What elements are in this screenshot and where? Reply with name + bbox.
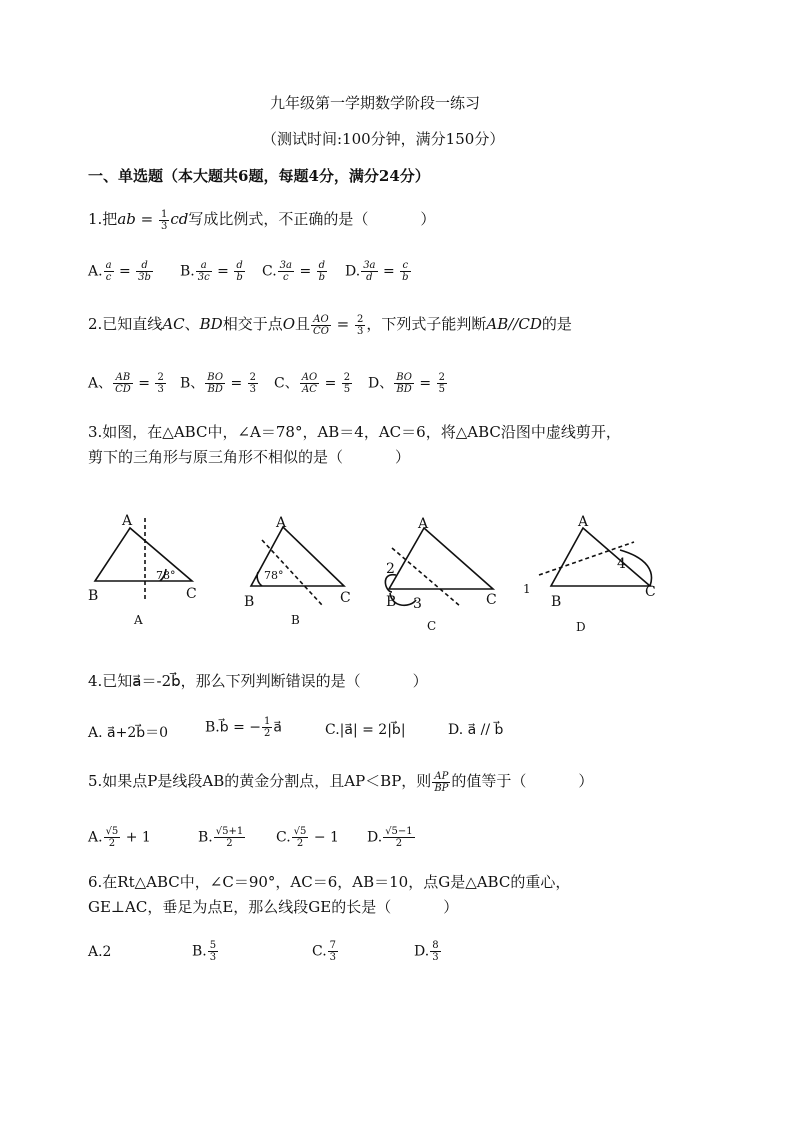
q5-option-b bbox=[198, 826, 246, 849]
q2-c-label: C、 bbox=[274, 375, 299, 392]
q2-end: 的是 bbox=[541, 315, 572, 333]
question-2 bbox=[88, 313, 572, 337]
q4-option-d: D. a⃗ // b⃗ bbox=[448, 722, 504, 738]
q1-expr-left: ab bbox=[117, 210, 136, 228]
q2-a-rn: 2 bbox=[157, 372, 164, 383]
q2-b-rn: 2 bbox=[249, 372, 257, 383]
page-title: 九年级第一学期数学阶段一练习 bbox=[270, 94, 481, 112]
q6-option-c bbox=[312, 940, 339, 963]
q2-option-b: B、 $\frac{BO}{BD}$ = $\frac{2}{3}$ bbox=[180, 372, 257, 395]
q6-b-num: 5 bbox=[209, 940, 217, 951]
fig-b-vertex-b: B bbox=[244, 594, 255, 610]
fig-a-vertex-a: A bbox=[122, 513, 133, 529]
q1-option-a: A. $\frac{a}{c}$ = $\frac{d}{3b}$ bbox=[88, 260, 151, 283]
q6-d-num: 8 bbox=[432, 940, 439, 951]
fig-b-caption: B bbox=[291, 613, 300, 627]
q2-c-ln: AO bbox=[301, 372, 318, 383]
q2-d-ln: BO bbox=[396, 372, 412, 383]
q1-close: ） bbox=[420, 210, 436, 228]
q5-frac-den: BP bbox=[434, 782, 449, 794]
q6-d-label: D. bbox=[414, 943, 430, 960]
q2-eq: = bbox=[331, 315, 355, 333]
q1-c-left bbox=[278, 260, 294, 283]
q5-option-a bbox=[88, 826, 151, 849]
q2-a-ld: CD bbox=[115, 384, 131, 395]
q6-d-den: 3 bbox=[432, 952, 439, 963]
q5-a-frac bbox=[104, 826, 121, 849]
q1-d-label: D. bbox=[345, 263, 361, 280]
q6-close: ） bbox=[443, 898, 459, 916]
q1-expr-right: cd bbox=[170, 210, 189, 228]
q1-c-rn: d bbox=[318, 260, 326, 271]
q5-frac bbox=[432, 771, 450, 794]
q1-a-rd: 3b bbox=[138, 272, 151, 283]
q2-d-right bbox=[437, 372, 447, 395]
q1-suffix: 写成比例式，不正确的是（ bbox=[188, 210, 369, 228]
q4-option-c: C.|a⃗| = 2|b⃗| bbox=[325, 722, 406, 738]
q2-and: 且 bbox=[295, 315, 311, 333]
q5-c-num: √5 bbox=[293, 826, 307, 837]
question-6-line1: 6.在Rt△ABC中，∠C＝90°，AC＝6，AB＝10，点G是△ABC的重心， bbox=[88, 873, 571, 891]
question-5 bbox=[88, 770, 593, 794]
fig-d-vertex-c: C bbox=[645, 584, 656, 600]
q5-b-num: √5+1 bbox=[215, 826, 244, 837]
q5-a-label: A. bbox=[88, 829, 103, 846]
q2-d-label: D、 bbox=[368, 375, 394, 392]
q2-c-left bbox=[300, 372, 319, 395]
q1-d-left bbox=[361, 260, 377, 283]
q1-b-label: B. bbox=[180, 263, 195, 280]
q2-a-ln: AB bbox=[113, 372, 133, 384]
q2-a-rd: 3 bbox=[157, 384, 164, 395]
q5-option-d bbox=[367, 826, 416, 849]
fig-a-vertex-b: B bbox=[88, 588, 99, 604]
q1-c-right bbox=[317, 260, 327, 283]
q1-frac-den: 3 bbox=[160, 220, 168, 232]
q2-b-ld: BD bbox=[207, 384, 223, 395]
fig-c-vertex-a: A bbox=[418, 516, 429, 532]
q1-d-right bbox=[400, 260, 410, 283]
q2-bd: BD bbox=[199, 315, 223, 333]
q6-line2-text: GE⊥AC，垂足为点E，那么线段GE的长是（ bbox=[88, 898, 392, 916]
q6-option-d bbox=[414, 940, 442, 963]
fig-c-label-2: 2 bbox=[386, 561, 395, 577]
q2-d-ld: BD bbox=[396, 384, 412, 395]
q2-value bbox=[355, 314, 365, 337]
q2-val-den: 3 bbox=[357, 325, 364, 337]
q4-b-num: 1 bbox=[264, 716, 271, 727]
q6-b-den: 3 bbox=[209, 952, 217, 963]
q5-c-label: C. bbox=[276, 829, 291, 846]
q1-c-label: C. bbox=[262, 263, 277, 280]
fig-b-angle: 78° bbox=[264, 569, 284, 582]
q5-d-label: D. bbox=[367, 829, 383, 846]
fig-c-label-3: 3 bbox=[413, 596, 422, 612]
q1-option-b: B. $\frac{a}{3c}$ = $\frac{d}{b}$ bbox=[180, 260, 243, 283]
q4-b-post: a⃗ bbox=[273, 719, 282, 736]
q2-c-rn: 2 bbox=[343, 372, 351, 383]
q5-a-num: √5 bbox=[105, 826, 119, 837]
q1-b-ln: a bbox=[196, 260, 212, 272]
fig-d-triangle bbox=[551, 528, 650, 586]
fig-d-caption: D bbox=[576, 620, 586, 634]
q6-c-num: 7 bbox=[329, 940, 337, 951]
q5-b-frac bbox=[214, 826, 245, 849]
q2-abcd: AB//CD bbox=[486, 315, 542, 333]
q2-frac bbox=[311, 314, 331, 337]
q3-figures bbox=[0, 500, 794, 650]
q4-option-b bbox=[205, 716, 282, 739]
q1-b-ld: 3c bbox=[197, 272, 210, 283]
q6-b-label: B. bbox=[192, 943, 207, 960]
q1-a-rn: d bbox=[136, 260, 153, 272]
q3-close: ） bbox=[395, 448, 411, 466]
fig-c-vertex-c: C bbox=[486, 592, 497, 608]
fig-d-vertex-b: B bbox=[551, 594, 562, 610]
q1-b-right bbox=[234, 260, 244, 283]
fig-a-vertex-c: C bbox=[186, 586, 197, 602]
q2-c-right bbox=[342, 372, 352, 395]
q2-mid: 相交于点 bbox=[222, 315, 283, 333]
q2-d-rn: 2 bbox=[438, 372, 445, 383]
q6-c-frac bbox=[328, 940, 338, 963]
q5-option-c bbox=[276, 826, 339, 849]
q1-option-c: C. $\frac{3a}{c}$ = $\frac{d}{b}$ bbox=[262, 260, 326, 283]
q1-eq: = bbox=[135, 210, 158, 228]
q4-close: ） bbox=[412, 672, 428, 690]
fig-c-cut-line bbox=[392, 548, 460, 606]
q1-option-d: D. $\frac{3a}{d}$ = $\frac{c}{b}$ bbox=[345, 260, 409, 283]
q6-d-frac bbox=[430, 940, 440, 963]
fig-d-label-1: 1 bbox=[523, 582, 531, 596]
q6-c-label: C. bbox=[312, 943, 327, 960]
q1-d-ln: 3a bbox=[363, 260, 376, 271]
q2-val-num: 2 bbox=[357, 313, 364, 325]
q1-c-ld: c bbox=[283, 272, 289, 283]
q1-d-ld: d bbox=[366, 272, 373, 283]
q2-b-ln: BO bbox=[207, 372, 224, 383]
q2-d-rd: 5 bbox=[438, 384, 445, 395]
question-3-line1: 3.如图，在△ABC中，∠A＝78°，AB＝4，AC＝6，将△ABC沿图中虚线剪开， bbox=[88, 423, 621, 441]
question-3-line2 bbox=[88, 446, 410, 467]
q6-b-frac bbox=[208, 940, 218, 963]
q1-prefix: 1.把 bbox=[88, 210, 118, 228]
q5-text: 5.如果点P是线段AB的黄金分割点，且AP＜BP，则 bbox=[88, 772, 432, 790]
q2-b-rd: 3 bbox=[249, 384, 257, 395]
fig-c-vertex-b: B bbox=[386, 594, 397, 610]
q1-a-label: A. bbox=[88, 263, 103, 280]
q5-d-den: 2 bbox=[395, 838, 403, 849]
q4-b-pre: B.b⃗ = − bbox=[205, 719, 261, 736]
q5-c-post: − 1 bbox=[309, 829, 339, 846]
q1-d-rn: c bbox=[400, 260, 410, 272]
q1-b-rn: d bbox=[236, 260, 243, 271]
q2-b-left bbox=[205, 372, 225, 395]
fig-a-caption: A bbox=[134, 613, 143, 627]
q6-option-b bbox=[192, 940, 219, 963]
q4-text: 4.已知a⃗＝-2b⃗，那么下列判断错误的是（ bbox=[88, 672, 361, 690]
q2-suffix: ，下列式子能判断 bbox=[366, 315, 487, 333]
question-6-line2 bbox=[88, 896, 458, 917]
fig-b-angle-arc bbox=[257, 572, 262, 586]
q4-option-a: A. a⃗+2b⃗＝0 bbox=[88, 725, 169, 741]
q2-a-left bbox=[113, 372, 133, 395]
q5-a-post: + 1 bbox=[121, 829, 151, 846]
section-heading: 一、单选题（本大题共6题，每题4分，满分24分） bbox=[88, 167, 430, 185]
q6-c-den: 3 bbox=[329, 952, 337, 963]
q4-b-frac bbox=[262, 716, 272, 739]
q5-suffix: 的值等于（ bbox=[451, 772, 527, 790]
q2-frac-num: AO bbox=[311, 314, 331, 326]
q2-d-left bbox=[394, 372, 414, 395]
fig-d-vertex-a: A bbox=[578, 514, 589, 530]
q2-prefix: 2.已知直线 bbox=[88, 315, 163, 333]
fig-c-caption: C bbox=[427, 619, 437, 633]
q2-option-a: A、 $\frac{AB}{CD}$ = $\frac{2}{3}$ bbox=[88, 372, 164, 395]
question-1 bbox=[88, 208, 435, 232]
q3-line2-text: 剪下的三角形与原三角形不相似的是（ bbox=[88, 448, 344, 466]
q2-sep: 、 bbox=[184, 315, 200, 333]
fig-b-vertex-a: A bbox=[276, 515, 287, 531]
q1-b-left bbox=[196, 260, 212, 283]
q2-b-right bbox=[248, 372, 258, 395]
q1-c-rd: b bbox=[318, 272, 326, 283]
q1-a-right bbox=[136, 260, 153, 283]
q1-a-ln: a bbox=[105, 260, 112, 271]
q5-d-num: √5−1 bbox=[385, 826, 413, 837]
q5-b-den: 2 bbox=[226, 838, 233, 849]
q5-c-den: 2 bbox=[296, 838, 304, 849]
q5-a-den: 2 bbox=[108, 838, 116, 849]
q1-frac-num: 1 bbox=[160, 208, 168, 220]
q1-fraction bbox=[159, 209, 169, 232]
fig-b-vertex-c: C bbox=[340, 590, 351, 606]
q2-o: O bbox=[282, 315, 296, 333]
q1-a-ld: c bbox=[105, 272, 112, 283]
q2-b-label: B、 bbox=[180, 375, 205, 392]
q5-frac-num: AP bbox=[432, 771, 450, 783]
q2-option-d: D、 $\frac{BO}{BD}$ = $\frac{2}{5}$ bbox=[368, 372, 445, 395]
q5-c-frac bbox=[292, 826, 309, 849]
q5-close: ） bbox=[578, 772, 594, 790]
page-subtitle: （测试时间:100分钟，满分150分） bbox=[262, 130, 505, 148]
q1-c-ln: 3a bbox=[279, 260, 292, 271]
q4-b-den: 2 bbox=[264, 728, 271, 739]
q1-b-rd: b bbox=[236, 272, 243, 283]
question-4 bbox=[88, 670, 428, 691]
q2-c-rd: 5 bbox=[343, 384, 351, 395]
q2-ac: AC bbox=[162, 315, 185, 333]
q2-a-label: A、 bbox=[88, 375, 113, 392]
fig-a-angle: 78° bbox=[156, 569, 176, 582]
fig-a-triangle bbox=[95, 528, 192, 581]
q5-d-frac bbox=[383, 826, 414, 849]
q1-a-left bbox=[104, 260, 114, 283]
q1-d-rd: b bbox=[402, 272, 409, 283]
fig-d-label-4: 4 bbox=[617, 556, 626, 572]
q5-b-label: B. bbox=[198, 829, 213, 846]
q2-c-ld: AC bbox=[301, 384, 317, 395]
q2-option-c: C、 $\frac{AO}{AC}$ = $\frac{2}{5}$ bbox=[274, 372, 351, 395]
q6-option-a: A.2 bbox=[88, 944, 112, 960]
q2-frac-den: CO bbox=[313, 325, 329, 337]
q2-a-right bbox=[155, 372, 165, 395]
